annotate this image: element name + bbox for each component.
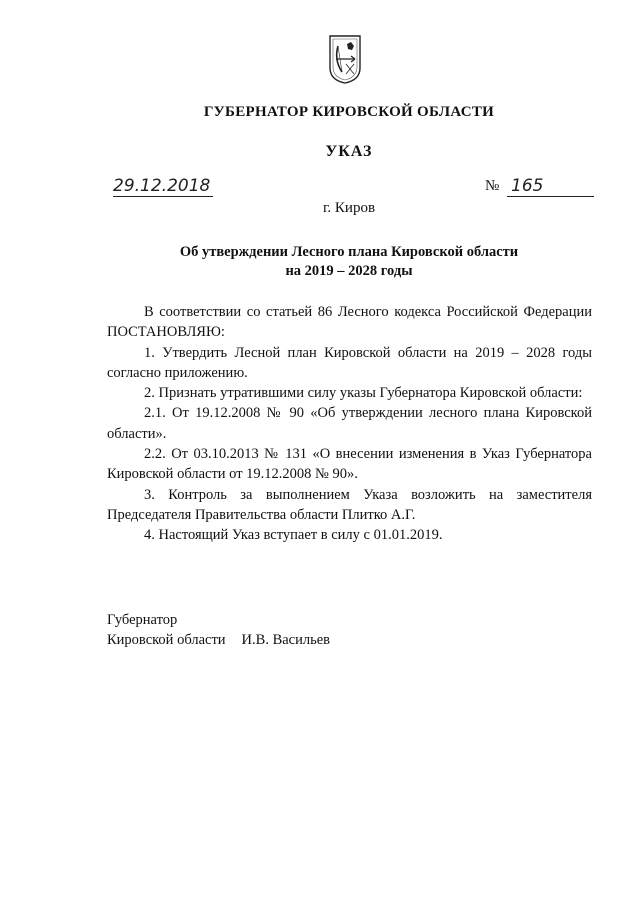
city: г. Киров <box>322 200 376 216</box>
title-line-2: на 2019 – 2028 годы <box>285 263 413 279</box>
organization-heading: ГУБЕРНАТОР КИРОВСКОЙ ОБЛАСТИ <box>203 104 495 120</box>
document-date: 29.12.2018 <box>113 176 213 197</box>
number-value: 165 <box>507 176 594 197</box>
paragraph-2: 2. Признать утратившими силу указы Губернатора Кировской области: <box>144 385 583 402</box>
title-line-1: Об утверждении Лесного плана Кировской области <box>179 244 519 260</box>
signer-region: Кировской области <box>107 632 226 648</box>
paragraph-2-2: 2.2. От 03.10.2013 № 131 «О внесении изменения в Указ Губернатора Кировской области от 19.12.2008 № 90». <box>107 446 592 483</box>
signer-title: Губернатор <box>107 612 178 628</box>
document-number <box>485 176 590 196</box>
paragraph-2-1: 2.1. От 19.12.2008 № 90 «Об утверждении лесного плана Кировской области». <box>107 405 592 442</box>
signer-region-line <box>107 630 507 650</box>
paragraph-4: 4. Настоящий Указ вступает в силу с 01.01.2019. <box>144 527 443 544</box>
number-sign: № <box>485 178 500 194</box>
paragraph-3: 3. Контроль за выполнением Указа возложить на заместителя Председателя Правительства области Плитко А.Г. <box>107 486 592 523</box>
document-title <box>0 243 640 281</box>
document-type: УКАЗ <box>325 143 373 160</box>
signer-name: И.В. Васильев <box>241 632 330 648</box>
coat-of-arms-icon <box>328 34 362 84</box>
paragraph-1: 1. Утвердить Лесной план Кировской области на 2019 – 2028 годы согласно приложению. <box>107 344 592 381</box>
signature-block <box>107 610 507 650</box>
paragraph-preamble: В соответствии со статьей 86 Лесного кодекса Российской Федерации ПОСТАНОВЛЯЮ: <box>107 304 592 341</box>
document-body <box>107 302 592 546</box>
